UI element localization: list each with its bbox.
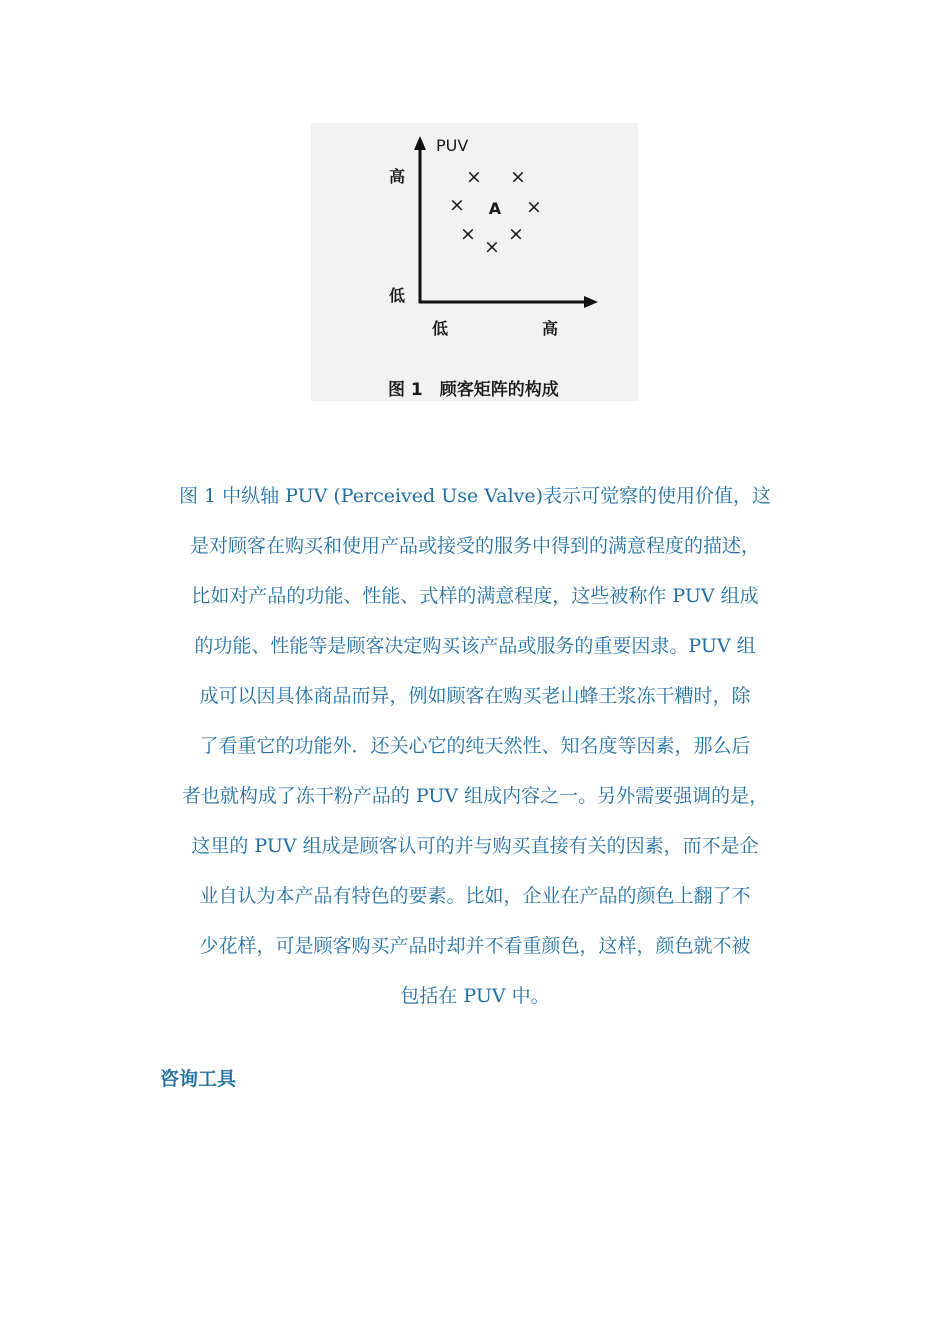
matrix-marker: × xyxy=(460,223,476,245)
paragraph-line: 了看重它的功能外．还关心它的纯天然性、知名度等因素，那么后 xyxy=(199,735,751,757)
figure-caption: 图 1 顾客矩阵的构成 xyxy=(388,380,559,400)
y-high-label: 高 xyxy=(389,167,406,186)
y-axis-label: PUV xyxy=(436,136,469,155)
x-low-label: 低 xyxy=(432,319,449,338)
body-paragraph xyxy=(140,478,810,1028)
paragraph-line: 包括在 PUV 中。 xyxy=(400,985,550,1007)
paragraph-line: 业自认为本产品有特色的要素。比如，企业在产品的颜色上翻了不 xyxy=(199,885,751,907)
paragraph-line: 图 1 中纵轴 PUV (Perceived Use Valve)表示可觉察的使用价值，这 xyxy=(178,485,772,507)
paragraph-line: 成可以因具体商品而异，例如顾客在购买老山蜂王浆冻干糟时，除 xyxy=(199,685,751,707)
paragraph-line: 者也就构成了冻干粉产品的 PUV 组成内容之一。另外需要强调的是， xyxy=(181,785,769,807)
matrix-marker: × xyxy=(484,236,500,258)
x-axis-arrow xyxy=(584,296,598,308)
x-high-label: 高 xyxy=(542,319,559,338)
paragraph-line: 少花样，可是顾客购买产品时却并不看重颜色，这样，颜色就不被 xyxy=(199,935,751,957)
customer-matrix-figure xyxy=(311,123,638,401)
paragraph-line: 是对顾客在购买和使用产品或接受的服务中得到的满意程度的描述， xyxy=(189,535,760,557)
y-axis-arrow xyxy=(414,136,426,150)
section-heading: 咨询工具 xyxy=(160,1068,237,1090)
center-point-label: A xyxy=(488,199,502,218)
paragraph-line: 的功能、性能等是顾客决定购买该产品或服务的重要因隶。PUV 组 xyxy=(194,635,756,657)
matrix-marker: × xyxy=(510,166,526,188)
paragraph-line: 这里的 PUV 组成是顾客认可的并与购买直接有关的因素，而不是企 xyxy=(191,835,759,857)
matrix-marker: × xyxy=(508,223,524,245)
matrix-marker: × xyxy=(466,166,482,188)
paragraph-line: 比如对产品的功能、性能、式样的满意程度，这些被称作 PUV 组成 xyxy=(191,585,759,607)
y-low-label: 低 xyxy=(389,286,406,305)
matrix-marker: × xyxy=(526,196,542,218)
matrix-diagram xyxy=(311,123,638,401)
matrix-marker: × xyxy=(449,194,465,216)
